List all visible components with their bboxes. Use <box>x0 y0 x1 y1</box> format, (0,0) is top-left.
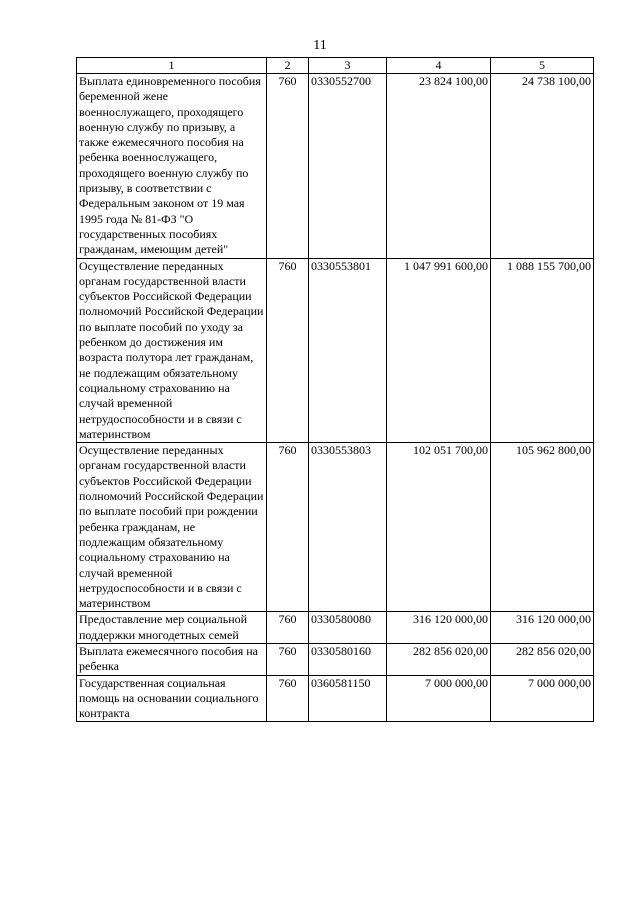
ministry-code: 760 <box>267 443 309 612</box>
amount-column-5: 282 856 020,00 <box>491 643 594 675</box>
amount-column-5: 24 738 100,00 <box>491 74 594 259</box>
table-row <box>77 443 594 612</box>
amount-column-5: 316 120 000,00 <box>491 612 594 644</box>
target-article-code: 0330552700 <box>309 74 387 259</box>
table-row <box>77 675 594 722</box>
table-row <box>77 612 594 644</box>
column-header-5: 5 <box>491 58 594 74</box>
amount-column-4: 316 120 000,00 <box>387 612 491 644</box>
target-article-code: 0360581150 <box>309 675 387 722</box>
ministry-code: 760 <box>267 675 309 722</box>
column-header-4: 4 <box>387 58 491 74</box>
target-article-code: 0330580080 <box>309 612 387 644</box>
ministry-code: 760 <box>267 74 309 259</box>
target-article-code: 0330580160 <box>309 643 387 675</box>
amount-column-4: 102 051 700,00 <box>387 443 491 612</box>
ministry-code: 760 <box>267 612 309 644</box>
amount-column-4: 282 856 020,00 <box>387 643 491 675</box>
expense-name: Осуществление переданных органам государственной власти субъектов Российской Федерации полномочий Российской Федерации по выплате пособий при рождении ребенка гражданам, не подлежащим обязательному социальному страхованию на случай временной нетрудоспособности и в связи с материнством <box>77 443 267 612</box>
amount-column-4: 7 000 000,00 <box>387 675 491 722</box>
ministry-code: 760 <box>267 643 309 675</box>
page-number: 11 <box>313 38 327 53</box>
table-row <box>77 643 594 675</box>
expense-name: Предоставление мер социальной поддержки многодетных семей <box>77 612 267 644</box>
table-row <box>77 74 594 259</box>
expense-name: Выплата единовременного пособия беременной жене военнослужащего, проходящего военную службу по призыву, а также ежемесячного пособия на ребенка военнослужащего, проходящего военную службу по призыву, в соответствии с Федеральным законом от 19 мая 1995 года № 81-ФЗ "О государственных пособиях гражданам, имеющим детей" <box>77 74 267 259</box>
column-header-1: 1 <box>77 58 267 74</box>
column-header-3: 3 <box>309 58 387 74</box>
amount-column-4: 1 047 991 600,00 <box>387 258 491 443</box>
expense-name: Осуществление переданных органам государственной власти субъектов Российской Федерации полномочий Российской Федерации по выплате пособий по уходу за ребенком до достижения им возраста полутора лет гражданам, не подлежащим обязательному социальному страхованию на случай временной нетрудоспособности и в связи с материнством <box>77 258 267 443</box>
amount-column-5: 1 088 155 700,00 <box>491 258 594 443</box>
amount-column-5: 105 962 800,00 <box>491 443 594 612</box>
ministry-code: 760 <box>267 258 309 443</box>
amount-column-5: 7 000 000,00 <box>491 675 594 722</box>
budget-table <box>76 57 594 722</box>
target-article-code: 0330553801 <box>309 258 387 443</box>
amount-column-4: 23 824 100,00 <box>387 74 491 259</box>
expense-name: Государственная социальная помощь на основании социального контракта <box>77 675 267 722</box>
target-article-code: 0330553803 <box>309 443 387 612</box>
header-row <box>77 58 594 74</box>
expense-name: Выплата ежемесячного пособия на ребенка <box>77 643 267 675</box>
column-header-2: 2 <box>267 58 309 74</box>
table-row <box>77 258 594 443</box>
